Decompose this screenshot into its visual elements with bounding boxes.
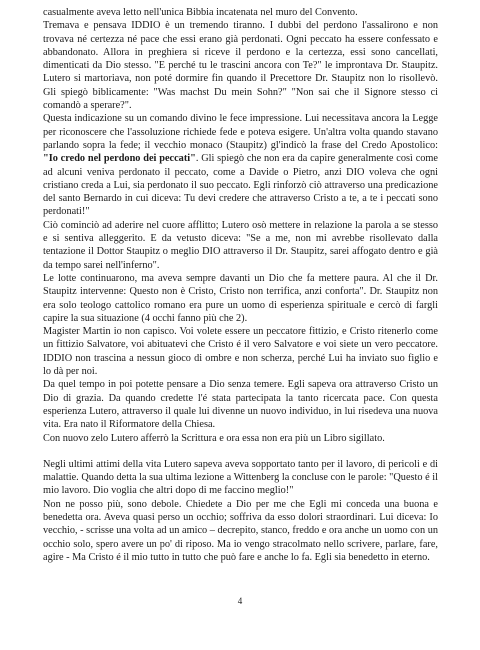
paragraph: Negli ultimi attimi della vita Lutero sapeva aveva sopportato tanto per il lavoro, di pericoli e di malattie. Quando detta la sua ultima lezione a Wittenberg la concluse con le parole: "Questo é il mio lavoro. Dio voglia che altri dopo di me faccino meglio!": [43, 458, 438, 497]
page-number: 4: [237, 596, 243, 606]
paragraph: Tremava e pensava IDDIO è un tremendo tiranno. I dubbi del perdono l'assalirono e non trovava né certezza né pace che essi erano già perdonati. Ogni peccato ha essere confessato e abbandonato. Allora in preghiera si riceve il perdono e la certezza, essi sono cancellati, dimenticati da Dio stesso. "E perché tu le trascini ancora con Te?" le improntava Dr. Staupitz. Lutero si martoriava, non poté dormire fin quando il Precettore Dr. Staupitz non lo risollevò. Gli spiegò biblicamente: "Was machst Du mein Sohn?" "Non sai che il Signore stesso ci comandò a sperare?".: [43, 20, 438, 112]
paragraph: casualmente aveva letto nell'unica Bibbia incatenata nel muro del Convento.: [43, 7, 358, 18]
paragraph-text-before: Questa indicazione su un comando divino le fece impressione. Lui necessitava ancora la Legge per riconoscere che l'assoluzione richiede fede e poteva esigere. Un'altra volta quando stavano parlando sopra la fede; il vecchio monaco (Staupitz) gl'indicò la frase del Credo Apostolico:: [43, 113, 438, 151]
paragraph: Le lotte continuarono, ma aveva sempre davanti un Dio che fa mettere paura. Al che il Dr. Staupitz intervenne: Questo non è Cristo, Cristo non terrifica, anzi conforta". Dr. Staupitz non era solo teologo cattolico romano era pure un uomo di esperienza spirituale e cercò di fargli capire la sua situazione (4 occhi fanno più che 2).: [43, 272, 438, 324]
credo-quote-bold: "Io credo nel perdono dei peccati": [43, 153, 196, 165]
paragraph: Con nuovo zelo Lutero afferrò la Scrittura e ora essa non era più un Libro sigillato.: [43, 432, 385, 444]
paragraph-text-after: . Gli spiegò che non era da capire generalmente così come ad alcuni veniva perdonato il peccato, come a Davide o Pietro, anzi DIO voleva che ogni cristiano creda a Lui, sia perdonato il suo peccato. Egli rinforzò ciò attraverso una predicazione del santo Bernardo in cui diceva: Tu devi credere che attraverso Cristo a te, a te i peccati sono perdonati!": [43, 153, 439, 218]
paragraph: Da quel tempo in poi potette pensare a Dio senza temere. Egli sapeva ora attraverso Cristo un Dio di grazia. Da quando credette l'é stata partecipata la tanto ricercata pace. Con questa esperienza Lutero, attraverso il quale lui divenne un nuovo individuo, in lui risedeva una nuova vita. Era nato il Riformatore della Chiesa.: [43, 379, 438, 431]
paragraph-credo: [43, 112, 438, 218]
paragraph: Non ne posso più, sono debole. Chiedete a Dio per me che Egli mi conceda una buona e benedetta ora. Aveva quasi perso un occhio; soffriva da esso dolori straordinari. Lui diceva: Io vecchio, - scrisse una volta ad un amico – decrepito, stanco, freddo e ora anche un uomo con un occhio solo, spero avere un po' di riposo. Ma io vengo stracolmato nello scrivere, parlare, fare, agire - Ma Cristo é il mio tutto in tutto che può fare e anche lo fa. Egli sia benedetto in eterno.: [43, 498, 438, 563]
paragraph: Magister Martin io non capisco. Voi volete essere un peccatore fittizio, e Cristo ritenerlo come un fittizio Salvatore, voi abituatevi che Cristo é il vero Salvatore e voi siete un vero peccatore. IDDIO non trascina a nessun gioco di ombre e non scherza, perché Lui ha inviato suo figlio e lo dà per noi.: [43, 326, 438, 378]
paragraph: Ciò cominciò ad aderire nel cuore afflitto; Lutero osò mettere in relazione la parola a se stesso e si sentiva alleggerito. E da vetusto diceva: "Se a me, non mi avrebbe risollevato dalla tentazione il Dottor Staupitz o meglio DIO attraverso il Dr. Staupitz, sarei affogato dentro e già da tempo sarei nell'inferno".: [43, 219, 438, 271]
